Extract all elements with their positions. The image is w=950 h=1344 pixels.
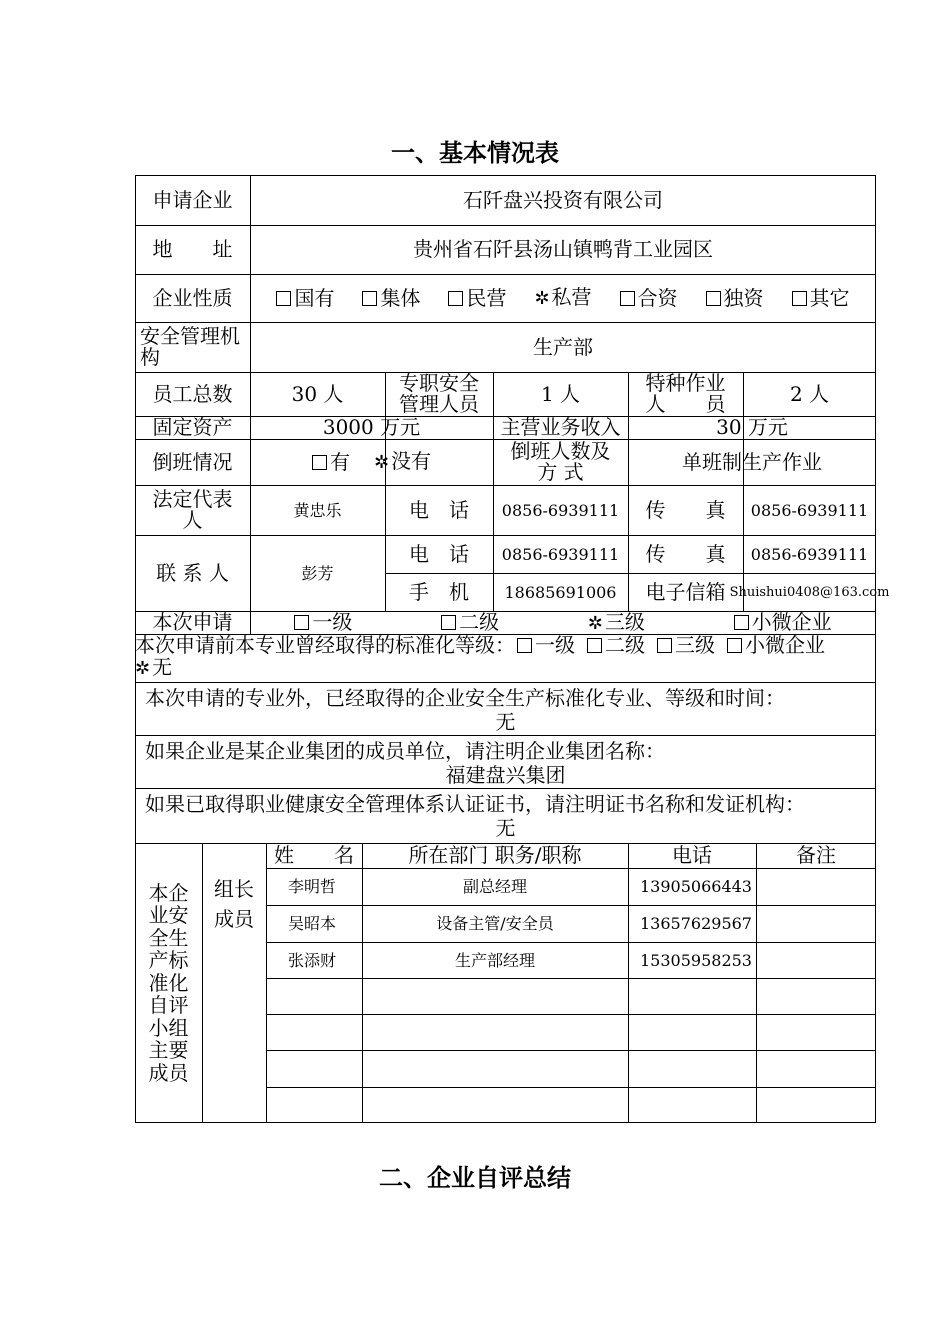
level-option-label: 小微企业 [751, 610, 832, 634]
group-block [135, 735, 876, 788]
mobile-value: 18685691006 [504, 582, 617, 602]
member-phone: 13905066443 [640, 877, 752, 896]
nature-option-label: 合资 [637, 285, 678, 310]
nature-option-label: 集体 [380, 285, 421, 310]
nature-option-label: 民营 [466, 285, 507, 310]
previous-level-option[interactable] [517, 633, 575, 657]
previous-levels-line [135, 634, 876, 656]
contact-fax-label: 传 真 [645, 541, 726, 566]
checkbox-icon [657, 638, 672, 653]
address-label: 地 址 [152, 237, 233, 261]
member-note [756, 942, 876, 978]
contact-phone-value: 0856-6939111 [501, 544, 620, 564]
assets-label: 固定资产 [152, 415, 233, 439]
nature-option-label: 国有 [294, 285, 335, 310]
cert-question: 如果已取得职业健康安全管理体系认证证书，请注明证书名称和发证机构： [145, 792, 805, 816]
checkbox-icon [587, 638, 602, 653]
legal-rep-label: 法定代表人 [152, 487, 233, 532]
checked-star-icon: ✲ [135, 658, 151, 679]
header-note: 备注 [796, 843, 836, 867]
member-name [266, 1050, 362, 1087]
checkbox-icon [620, 291, 635, 306]
shift-mode-label: 倒班人数及 方 式 [510, 439, 611, 484]
previous-level-option[interactable] [587, 633, 645, 657]
member-phone [628, 1087, 756, 1123]
contact-label: 联 系 人 [156, 560, 229, 585]
nature-option[interactable] [706, 285, 764, 310]
member-note [756, 1087, 876, 1123]
checkbox-icon [276, 291, 291, 306]
legal-rep-value: 黄忠乐 [293, 500, 342, 520]
header-dept: 所在部门 职务/职称 [408, 843, 582, 867]
member-note [756, 1014, 876, 1050]
mobile-label: 手 机 [409, 579, 469, 604]
checkbox-icon [517, 638, 532, 653]
revenue-label: 主营业务收入 [500, 415, 621, 439]
member-note [756, 868, 876, 905]
nature-option[interactable] [448, 285, 507, 310]
level-option-label: 三级 [604, 609, 645, 634]
staff-value: 30 人 [291, 381, 344, 406]
level-option-label: 二级 [459, 610, 500, 634]
level-option[interactable] [587, 609, 645, 634]
previous-level-option[interactable] [657, 633, 715, 657]
nature-option-label: 私营 [551, 285, 592, 309]
nature-option[interactable] [620, 285, 678, 310]
shift-label: 倒班情况 [152, 449, 233, 474]
member-dept: 副总经理 [462, 877, 527, 896]
contact-fax-value: 0856-6939111 [750, 544, 869, 564]
cert-block [135, 788, 876, 843]
member-phone [628, 1050, 756, 1087]
member-dept [362, 1087, 628, 1123]
other-standard-question: 本次申请的专业外，已经取得的企业安全生产标准化专业、等级和时间： [145, 686, 785, 710]
checkbox-icon [727, 638, 742, 653]
group-answer: 福建盘兴集团 [445, 763, 566, 787]
member-note [756, 905, 876, 942]
legal-fax-label: 传 真 [645, 497, 726, 522]
nature-option[interactable] [534, 287, 591, 309]
members-label: 成员 [214, 907, 254, 931]
checked-star-icon: ✲ [534, 288, 550, 309]
header-name: 姓 名 [274, 843, 354, 867]
team-roles [202, 868, 266, 948]
email-value: Shuishui0408@163.com [729, 584, 890, 600]
special-label: 特种作业人 员 [645, 371, 726, 416]
checkbox-icon [734, 615, 749, 630]
level-option[interactable] [294, 612, 352, 633]
leader-label: 组长 [214, 877, 254, 901]
checkbox-icon [441, 615, 456, 630]
applicant-value: 石阡盘兴投资有限公司 [463, 187, 663, 212]
basic-info-table [135, 175, 890, 1123]
checkbox-icon [294, 615, 309, 630]
safety-org-label: 安全管理机构 [140, 324, 240, 369]
member-phone: 13657629567 [640, 914, 752, 933]
applicant-label: 申请企业 [152, 187, 233, 212]
member-name: 张添财 [288, 950, 337, 970]
other-standard-answer: 无 [495, 710, 516, 734]
member-name [266, 1014, 362, 1050]
special-value: 2 人 [789, 381, 830, 406]
checkbox-icon [792, 291, 807, 306]
previous-level-label: 二级 [605, 633, 645, 657]
safety-org-value: 生产部 [533, 334, 593, 359]
revenue-value: 30 万元 [716, 415, 788, 439]
previous-level-label: 三级 [675, 633, 715, 657]
checkbox-icon [706, 291, 721, 306]
previous-level-label: 小微企业 [745, 633, 825, 657]
checkbox-icon [312, 455, 327, 470]
member-note [756, 978, 876, 1014]
member-phone [628, 978, 756, 1014]
nature-option[interactable] [362, 285, 421, 310]
nature-options [250, 274, 876, 322]
level-option[interactable] [734, 612, 832, 633]
level-option-label: 一级 [312, 610, 353, 634]
section-title-basic: 一、基本情况表 [391, 139, 559, 167]
checked-star-icon: ✲ [587, 612, 603, 634]
checkbox-icon [448, 291, 463, 306]
member-dept [362, 1050, 628, 1087]
application-label: 本次申请 [152, 610, 233, 634]
nature-option[interactable] [792, 285, 850, 310]
checkbox-icon [362, 291, 377, 306]
member-name: 吴昭本 [288, 914, 337, 933]
member-dept: 设备主管/安全员 [436, 914, 554, 933]
nature-label: 企业性质 [152, 285, 233, 310]
contact-phone-label: 电 话 [409, 541, 469, 566]
member-dept [362, 978, 628, 1014]
team-side-label: 本企业安全生产标准化自评小组主要成员 [148, 880, 189, 1085]
member-dept: 生产部经理 [454, 950, 535, 970]
email-label: 电子信箱 [645, 579, 726, 604]
application-levels [250, 611, 876, 634]
cert-answer: 无 [495, 816, 516, 840]
nature-option[interactable] [276, 285, 335, 310]
level-option[interactable] [441, 612, 499, 633]
previous-level-label: 一级 [535, 633, 575, 657]
other-standard-block [135, 682, 876, 735]
nature-option-label: 其它 [809, 285, 850, 310]
safety-staff-label: 专职安全管理人员 [399, 371, 479, 416]
member-name [266, 1087, 362, 1123]
legal-phone-label: 电 话 [409, 497, 469, 522]
group-question: 如果企业是某企业集团的成员单位，请注明企业集团名称： [145, 739, 665, 763]
shift-options [250, 439, 493, 485]
legal-phone-value: 0856-6939111 [501, 500, 620, 520]
previous-levels-block [135, 634, 876, 682]
previous-none: 无 [152, 655, 173, 679]
member-name: 李明哲 [288, 877, 337, 896]
contact-value: 彭芳 [301, 563, 334, 583]
member-note [756, 1050, 876, 1087]
member-name [266, 978, 362, 1014]
nature-option-label: 独资 [723, 285, 764, 310]
section-title-summary: 二、企业自评总结 [379, 1164, 571, 1192]
checked-star-icon: ✲ [373, 452, 390, 473]
member-phone: 15305958253 [640, 950, 752, 970]
member-dept [362, 1014, 628, 1050]
legal-fax-value: 0856-6939111 [750, 500, 869, 520]
member-phone [628, 1014, 756, 1050]
previous-levels-text: 本次申请前本专业曾经取得的标准化等级： [135, 633, 515, 657]
assets-value: 3000 万元 [322, 415, 421, 439]
header-phone: 电话 [672, 843, 712, 867]
shift-mode-value: 单班制生产作业 [682, 449, 822, 474]
shift-yes: 有 [329, 449, 350, 474]
safety-staff-value: 1 人 [540, 381, 581, 406]
staff-label: 员工总数 [152, 381, 233, 406]
address-value: 贵州省石阡县汤山镇鸭背工业园区 [413, 237, 713, 261]
shift-no: 没有 [391, 449, 432, 473]
previous-level-option[interactable] [727, 633, 825, 657]
